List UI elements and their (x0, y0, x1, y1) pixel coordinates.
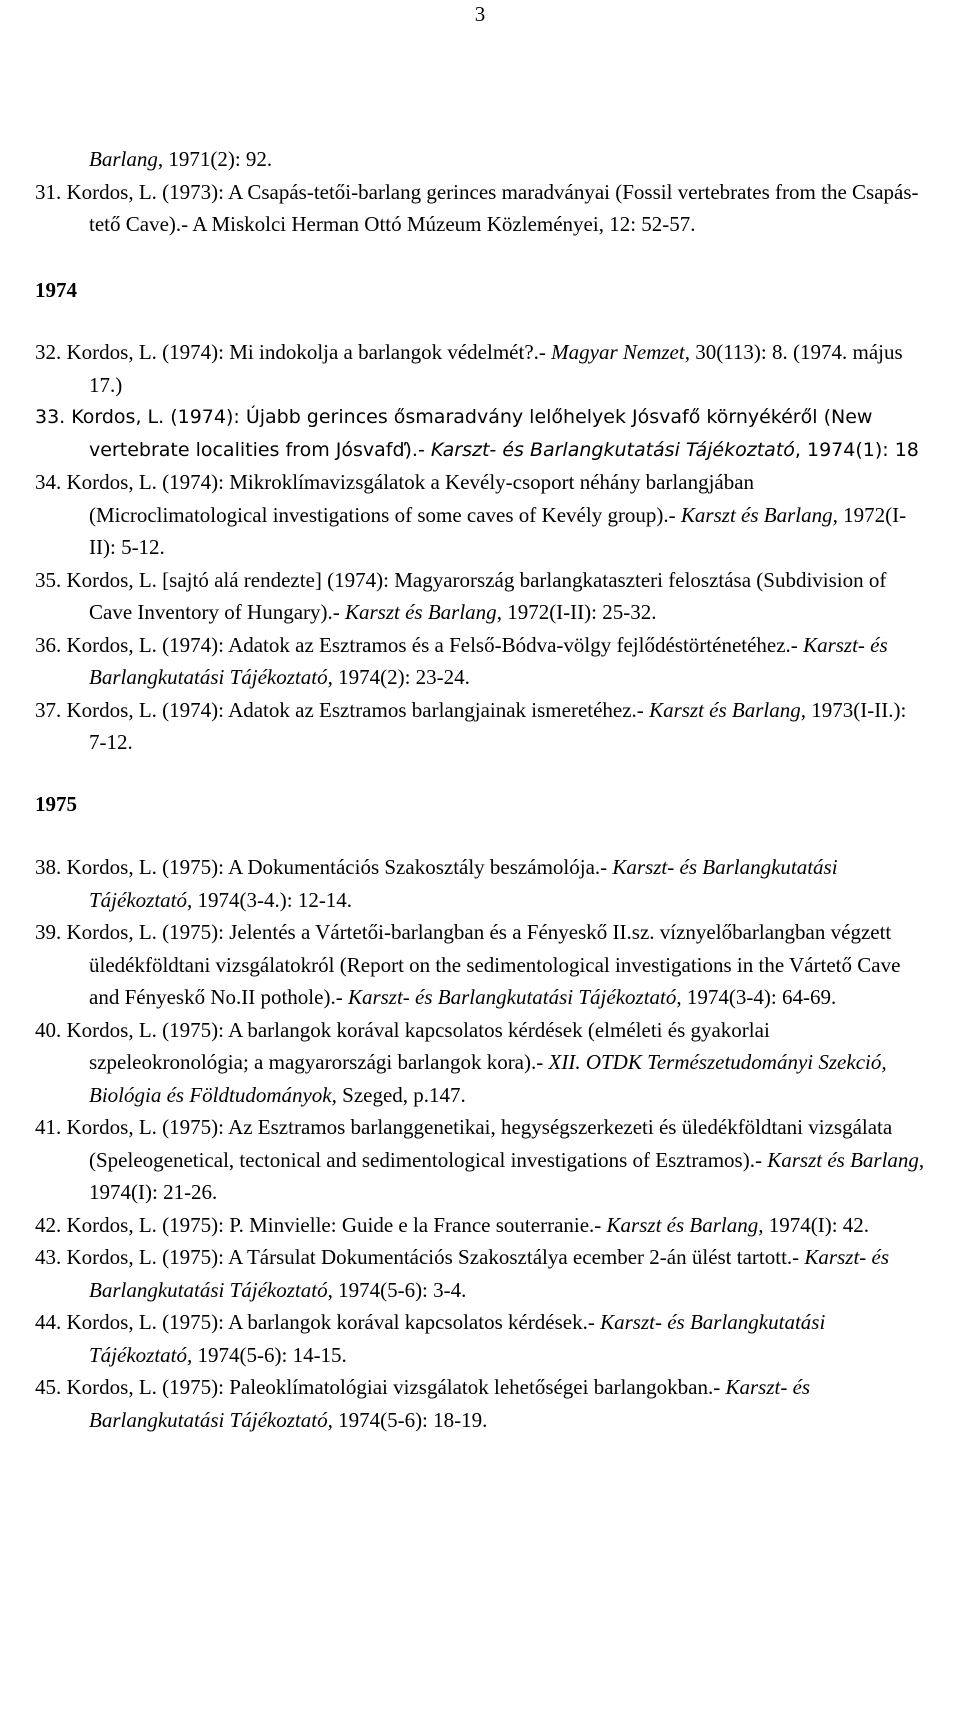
citation-details: , 1974(1): 18 (794, 438, 919, 461)
entry-text: 38. Kordos, L. (1975): A Dokumentációs Szakosztály beszámolója.- (35, 855, 613, 879)
citation-details: 1974(I): 42. (763, 1212, 870, 1237)
entry-text: 43. Kordos, L. (1975): A Társulat Dokumentációs Szakosztálya ecember 2-án ülést tartott.- (35, 1245, 805, 1269)
journal-title: Karszt- és Barlangkutatási Tájékoztató (430, 438, 795, 461)
citation-details: 1974(5-6): 14-15. (192, 1342, 347, 1367)
citation-details: , 1974(3-4): 64-69. (676, 985, 837, 1009)
bibliography-entry-37 (35, 694, 929, 759)
page-number: 3 (474, 2, 486, 26)
entry-text: 36. Kordos, L. (1974): Adatok az Esztramos és a Felső-Bódva-völgy fejlődéstörténetéhez.- (35, 632, 804, 657)
bibliography-entry-43 (35, 1241, 929, 1306)
journal-title: Karszt és Barlang (345, 600, 497, 624)
journal-title: Karszt- és Barlangkutatási Tájékoztató (347, 985, 677, 1009)
bibliography-list (35, 143, 929, 1436)
bibliography-entry-38 (35, 851, 929, 916)
bibliography-entry-45 (35, 1371, 929, 1436)
journal-title: Karszt és Barlang, (680, 502, 838, 527)
bibliography-entry-36 (35, 629, 929, 694)
citation-details: , 1974(5-6): 3-4. (327, 1277, 467, 1302)
bibliography-entry-35 (35, 564, 929, 629)
journal-title: Karszt és Barlang, (606, 1212, 764, 1237)
bibliography-entry-32 (35, 336, 929, 401)
bibliography-entry-33 (35, 401, 929, 466)
journal-title: Karszt- és Barlangkutatási Tájékoztató (89, 1245, 890, 1302)
journal-title: Karszt és Barlang, (649, 697, 806, 722)
entry-text: 32. Kordos, L. (1974): Mi indokolja a barlangok védelmét?.- (35, 340, 552, 364)
citation-details: Szeged, p.147. (336, 1082, 466, 1107)
citation-details: , 1974(I): 21-26. (89, 1147, 925, 1204)
entry-text: 39. Kordos, L. (1975): Jelentés a Vártetői-barlangban és a Fényeskő II.sz. víznyelőbarlangban végzett üledékföldtani vizsgálatokról (Report on the sedimentological investigations in the Vártető Cave and Fényeskő No.II pothole).- (35, 920, 901, 1009)
entry-text: 44. Kordos, L. (1975): A barlangok korával kapcsolatos kérdések.- (35, 1310, 601, 1334)
citation-details: 1973(I-II.): 7-12. (89, 697, 907, 754)
entry-text: 37. Kordos, L. (1974): Adatok az Esztramos barlangjainak ismeretéhez.- (35, 697, 650, 722)
bibliography-entry-40 (35, 1014, 929, 1112)
bibliography-entry-39 (35, 916, 929, 1014)
bibliography-entry-42 (35, 1209, 929, 1242)
journal-title: Karszt és Barlang (767, 1147, 919, 1172)
journal-title: Karszt- és Barlangkutatási Tájékoztató, (89, 1375, 811, 1432)
entry-text: 41. Kordos, L. (1975): Az Esztramos barlanggenetikai, hegységszerkezeti és üledékföldtani vizsgálata (Speleogenetical, tectonical and sedimentological investigations of Esztramos).- (35, 1115, 893, 1172)
citation-details: 1974(5-6): 18-19. (332, 1407, 488, 1432)
journal-title: Magyar Nemzet, (551, 340, 690, 364)
bibliography-entry-44 (35, 1306, 929, 1371)
citation-details: , 1971(2): 92. (157, 147, 273, 171)
bibliography-entry-41 (35, 1111, 929, 1209)
entry-text: 45. Kordos, L. (1975): Paleoklímatológiai vizsgálatok lehetőségei barlangokban.- (35, 1375, 726, 1399)
journal-title: Karszt- és Barlangkutatási Tájékoztató (89, 855, 838, 912)
journal-title: Karszt- és Barlangkutatási Tájékoztató, (89, 1310, 826, 1367)
bibliography-entry-31 (35, 176, 929, 241)
citation-details: 1972(I-II): 5-12. (89, 502, 907, 559)
citation-details: , 1974(2): 23-24. (327, 665, 470, 689)
journal-title: Karszt- és Barlangkutatási Tájékoztató (89, 632, 888, 689)
entry-text: 34. Kordos, L. (1974): Mikroklímavizsgálatok a Kevély-csoport néhány barlangjában (Microclimatological investigations of some caves of Kevély group).- (35, 470, 755, 527)
entry-text: 40. Kordos, L. (1975): A barlangok korával kapcsolatos kérdések (elméleti és gyakorlai szpeleokronológia; a magyarországi barlangok kora).- (35, 1017, 770, 1074)
continuation-entry (89, 143, 929, 176)
year-heading-1974: 1974 (35, 277, 77, 302)
entry-text: 42. Kordos, L. (1975): P. Minvielle: Guide e la France souterranie.- (35, 1212, 607, 1237)
entry-text: 33. Kordos, L. (1974): Újabb gerinces ősmaradvány lelőhelyek Jósvafő környékéről (New vertebrate localities from Jósvafď).- (35, 406, 873, 461)
year-heading-1975: 1975 (35, 791, 77, 816)
citation-details: , 1974(3-4.): 12-14. (187, 887, 353, 912)
citation-details: 30(113): 8. (1974. május 17.) (89, 340, 903, 397)
entry-text: 31. Kordos, L. (1973): A Csapás-tetői-barlang gerinces maradványai (Fossil vertebrates from the Csapás-tető Cave).- A Miskolci Herman Ottó Múzeum Közleményei, 12: 52-57. (35, 179, 919, 236)
journal-title: Barlang (89, 147, 158, 171)
citation-details: , 1972(I-II): 25-32. (496, 600, 657, 624)
journal-title: XII. OTDK Természetudományi Szekció, Biológia és Földtudományok, (89, 1050, 887, 1107)
entry-text: 35. Kordos, L. [sajtó alá rendezte] (1974): Magyarország barlangkataszteri felosztása (Subdivision of Cave Inventory of Hungary).- (35, 567, 887, 624)
bibliography-entry-34 (35, 466, 929, 564)
